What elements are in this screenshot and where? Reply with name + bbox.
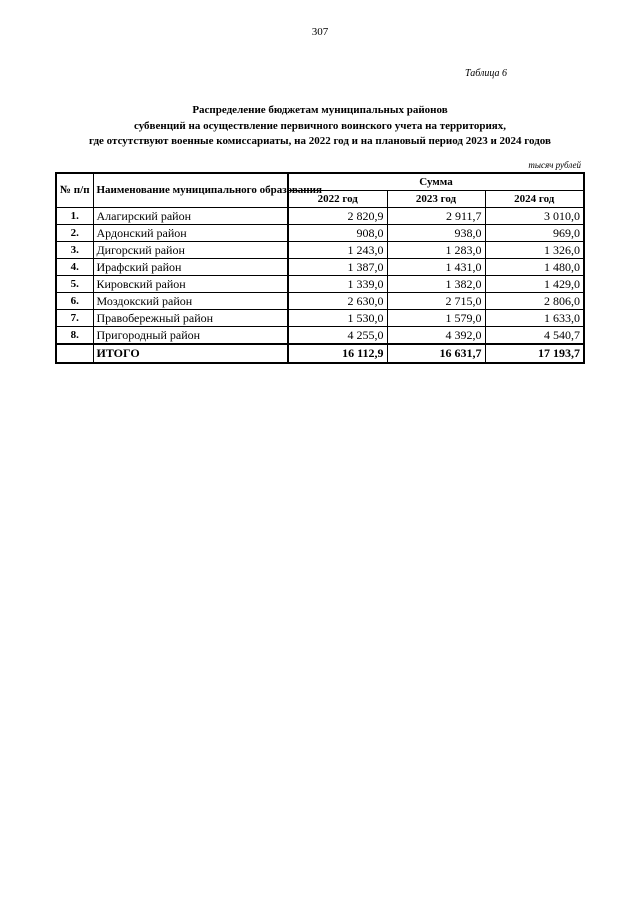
header-name: Наименование муниципального образования [93,173,288,208]
row-value-2022: 1 530,0 [288,310,387,327]
header-year-2023: 2023 год [387,191,485,208]
row-value-2024: 1 480,0 [485,259,584,276]
total-value-2024: 17 193,7 [485,344,584,363]
total-num [56,344,93,363]
row-value-2022: 4 255,0 [288,327,387,345]
row-value-2023: 4 392,0 [387,327,485,345]
row-num: 6. [56,293,93,310]
title-line-3: где отсутствуют военные комиссариаты, на 2022 год и на плановый период 2023 и 2024 годов [89,135,551,147]
table-row [56,225,584,242]
row-value-2022: 1 243,0 [288,242,387,259]
header-year-2024: 2024 год [485,191,584,208]
row-value-2024: 2 806,0 [485,293,584,310]
row-value-2024: 1 633,0 [485,310,584,327]
table-label: Таблица 6 [465,68,507,79]
row-value-2024: 4 540,7 [485,327,584,345]
row-value-2022: 1 339,0 [288,276,387,293]
table-row [56,327,584,345]
row-value-2023: 2 911,7 [387,208,485,225]
row-num: 4. [56,259,93,276]
row-value-2023: 2 715,0 [387,293,485,310]
row-value-2023: 1 579,0 [387,310,485,327]
row-name: Кировский район [93,276,288,293]
row-num: 5. [56,276,93,293]
row-num: 7. [56,310,93,327]
total-label: ИТОГО [93,344,288,363]
row-value-2023: 1 431,0 [387,259,485,276]
row-name: Моздокский район [93,293,288,310]
row-num: 2. [56,225,93,242]
total-value-2023: 16 631,7 [387,344,485,363]
header-year-2022: 2022 год [288,191,387,208]
header-num: № п/п [56,173,93,208]
row-name: Ирафский район [93,259,288,276]
page-number: 307 [311,26,329,38]
row-num: 8. [56,327,93,345]
total-value-2022: 16 112,9 [288,344,387,363]
row-name: Правобережный район [93,310,288,327]
row-value-2022: 908,0 [288,225,387,242]
table-row [56,242,584,259]
title-line-2: субвенций на осуществление первичного воинского учета на территориях, [133,119,507,132]
row-name: Алагирский район [93,208,288,225]
row-value-2022: 1 387,0 [288,259,387,276]
table-row [56,276,584,293]
row-value-2024: 1 429,0 [485,276,584,293]
header-sum: Сумма [288,173,584,191]
row-value-2023: 1 382,0 [387,276,485,293]
title-line-1: Распределение бюджетам муниципальных районов [192,104,448,116]
table-header-row [56,173,584,191]
document-title [0,103,640,150]
table-row [56,208,584,225]
row-value-2024: 3 010,0 [485,208,584,225]
table-row [56,293,584,310]
row-value-2022: 2 630,0 [288,293,387,310]
row-value-2024: 1 326,0 [485,242,584,259]
row-value-2023: 1 283,0 [387,242,485,259]
row-value-2024: 969,0 [485,225,584,242]
row-num: 3. [56,242,93,259]
row-value-2023: 938,0 [387,225,485,242]
units-label: тысяч рублей [528,160,581,170]
table-row [56,310,584,327]
row-value-2022: 2 820,9 [288,208,387,225]
table-row [56,259,584,276]
row-name: Пригородный район [93,327,288,345]
row-name: Дигорский район [93,242,288,259]
row-num: 1. [56,208,93,225]
total-row [56,344,584,363]
row-name: Ардонский район [93,225,288,242]
budget-table [55,172,585,364]
